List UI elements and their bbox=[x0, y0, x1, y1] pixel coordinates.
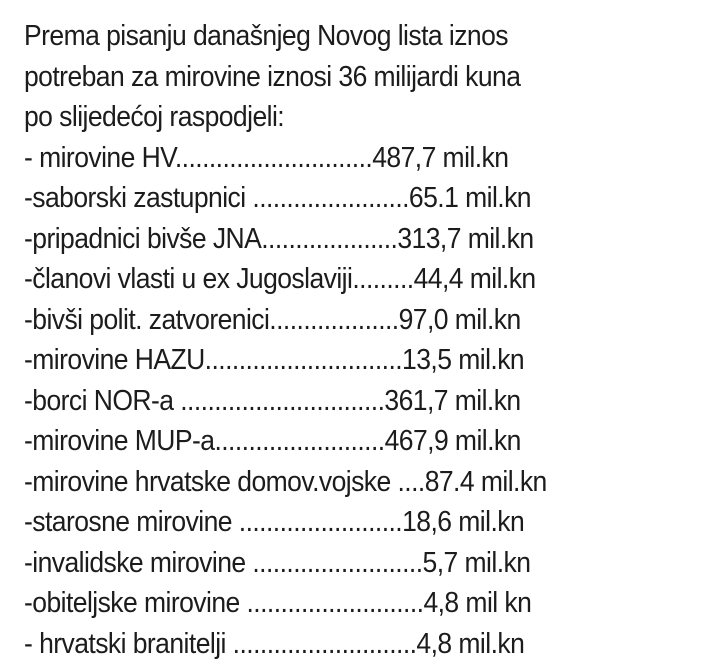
list-item: -mirovine HAZU.............................13,5 mil.kn bbox=[24, 344, 525, 376]
list-item: -mirovine hrvatske domov.vojske ....87.4 mil.kn bbox=[24, 465, 547, 498]
list-item: - mirovine HV.............................487,7 mil.kn bbox=[24, 141, 509, 174]
list-item: -članovi vlasti u ex Jugoslaviji.........44,4 mil.kn bbox=[24, 263, 536, 295]
list-item: -borci NOR-a ..............................361,7 mil.kn bbox=[24, 384, 521, 417]
list-item: -pripadnici bivše JNA....................313,7 mil.kn bbox=[24, 222, 534, 255]
intro-line: po slijedećoj raspodjeli: bbox=[24, 101, 285, 133]
list-item: -mirovine MUP-a.........................467,9 mil.kn bbox=[24, 425, 521, 457]
list-item: -invalidske mirovine .........................5,7 mil.kn bbox=[24, 546, 531, 579]
list-item: - hrvatski branitelji ...........................4,8 mil.kn bbox=[24, 627, 525, 660]
list-item: -saborski zastupnici .......................65.1 mil.kn bbox=[24, 182, 531, 214]
list-item: -bivši polit. zatvorenici...................97,0 mil.kn bbox=[24, 303, 521, 336]
post-text bbox=[24, 16, 704, 664]
post-intro bbox=[24, 16, 704, 138]
list-item: -starosne mirovine ........................18,6 mil.kn bbox=[24, 506, 525, 538]
intro-line: potreban za mirovine iznosi 36 milijardi kuna bbox=[24, 60, 521, 93]
list-item: -obiteljske mirovine ..........................4,8 mil kn bbox=[24, 587, 532, 619]
intro-line: Prema pisanju današnjeg Novog lista iznos bbox=[24, 20, 508, 52]
pension-list bbox=[24, 138, 704, 665]
